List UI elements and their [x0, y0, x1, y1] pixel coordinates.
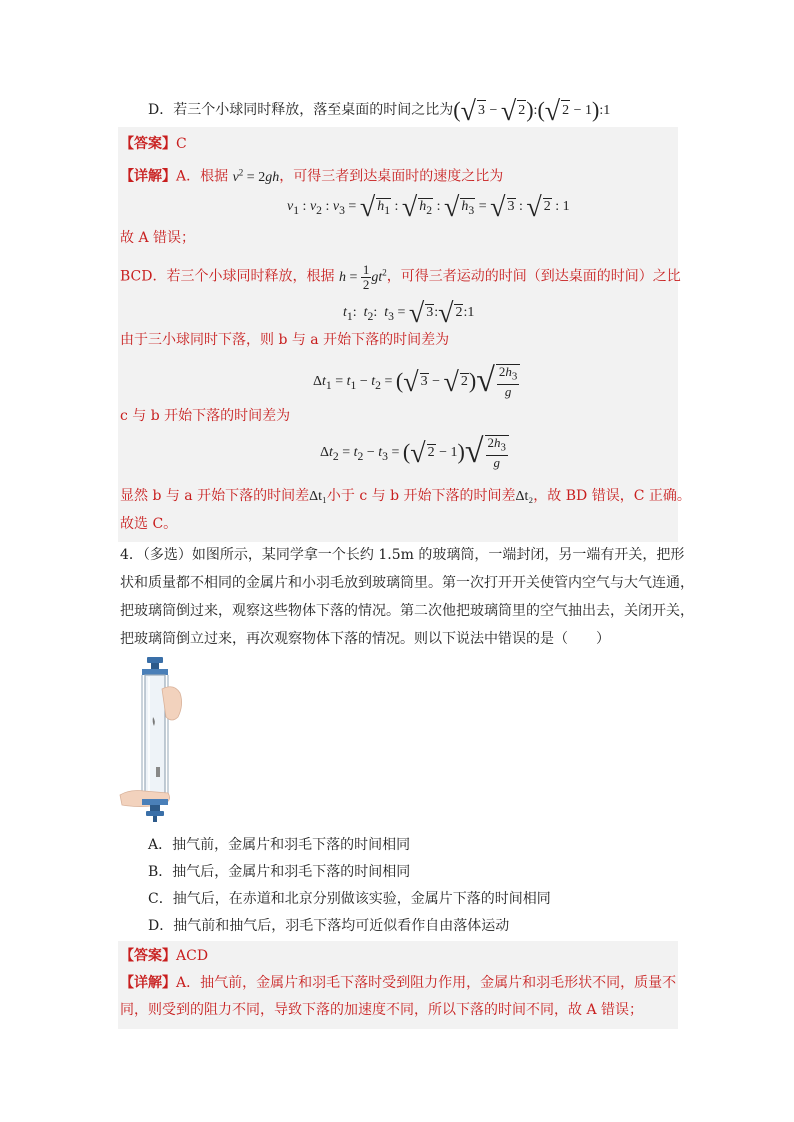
compare-dt1: Δt₁ [309, 489, 327, 504]
eq-speed-ratio: $v_1$ : $v_2$ : $v_3$ = √ $h_1$ : √ $h_2$ : √ $h_3$ = √ 3 : √ 2 : 1 [287, 192, 570, 223]
detail-1-a-conclusion: 故 A 错误； [120, 230, 196, 246]
diff-cb-text: c 与 b 开始下落的时间差为 [120, 408, 291, 424]
q4-line-3: 把玻璃筒倒过来，观察这些物体下落的情况。第二次他把玻璃筒里的空气抽出去，关闭开关， [120, 603, 694, 619]
formula-v2-2gh: $v^2 = 2gh$ [232, 167, 280, 185]
detail-1-bcd [120, 262, 681, 292]
compare-dt2: Δt₂ [515, 489, 534, 504]
q4-option-c: C．抽气后，在赤道和北京分别做该实验，金属片下落的时间相同 [148, 891, 551, 907]
diff-ab-text: 由于三小球同时下落，则 b 与 a 开始下落的时间差为 [120, 332, 450, 348]
glass-tube [145, 675, 165, 799]
compare-text [120, 486, 691, 507]
tube-top-valve [147, 657, 163, 663]
q4-option-d: D．抽气前和抽气后，羽毛下落均可近似看作自由落体运动 [148, 918, 510, 934]
detail-a-intro: A．根据 [176, 168, 229, 185]
answer-value: C [176, 136, 187, 152]
q4-option-a: A．抽气前，金属片和羽毛下落的时间相同 [148, 837, 411, 853]
detail-tag: 【详解】 [120, 168, 176, 185]
choose-c: 故选 C。 [120, 516, 178, 532]
detail-a-rest: ，可得三者到达桌面时的速度之比为 [279, 168, 504, 185]
detail-2-text-1: A．抽气前，金属片和羽毛下落时受到阻力作用，金属片和羽毛形状不同，质量不 [176, 975, 677, 991]
q4-line-2: 状和质量都不相同的金属片和小羽毛放到玻璃筒里。第一次打开开关使管内空气与大气连通， [120, 575, 694, 591]
bcd-rest: ，可得三者运动的时间（到达桌面的时间）之比 [386, 268, 681, 285]
answer-2 [120, 946, 208, 966]
answer-2-value: ACD [176, 948, 209, 964]
q4-option-b: B．抽气后，金属片和羽毛下落的时间相同 [148, 864, 411, 880]
compare-part-3: ，故 BD 错误，C 正确。 [533, 488, 691, 504]
detail-1-a [120, 162, 503, 188]
metal-piece [156, 767, 160, 777]
answer-2-tag: 【答案】 [120, 948, 176, 964]
formula-h-half-gt2: h = $\frac{1}{2}$ $gt^2$ [338, 261, 387, 292]
prev-option-d [148, 96, 611, 127]
answer-tag: 【答案】 [120, 136, 176, 152]
prev-option-d-ratio: (√ 3 − √ 2):(√ 2 − 1):1 [453, 96, 611, 127]
eq-delta-t1: $\Delta t_1 = t_1 - t_2$ = (√ 3 − √ 2)√ $\frac{2h_3}{g}$ [313, 362, 520, 400]
glass-tube-illustration [118, 655, 190, 827]
bcd-intro: BCD．若三个小球同时释放，根据 [120, 268, 335, 285]
answer-1 [120, 134, 187, 154]
prev-option-d-label: D．若三个小球同时释放，落至桌面的时间之比为 [148, 102, 454, 118]
tube-bottom-valve [146, 811, 164, 816]
q4-line-4: 把玻璃筒倒立过来，再次观察物体下落的情况。则以下说法中错误的是（ ） [120, 631, 610, 647]
q4-line-1: 4．（多选）如图所示，某同学拿一个长约 1.5m 的玻璃筒，一端封闭，另一端有开关，把形 [120, 547, 685, 563]
compare-part-1: 显然 b 与 a 开始下落的时间差 [120, 488, 310, 504]
eq-time-ratio: $t_1$: $t_2$: $t_3$ = √ 3:√ 2:1 [343, 298, 475, 329]
eq-delta-t2: $\Delta t_2 = t_2 - t_3$ = (√ 2 − 1)√ $\frac{2h_3}{g}$ [320, 433, 509, 471]
detail-2-line-2: 同，则受到的阻力不同，导致下落的加速度不同，所以下落的时间不同，故 A 错误； [120, 1002, 644, 1018]
compare-part-2: 小于 c 与 b 开始下落的时间差 [326, 488, 516, 504]
detail-2-line-1 [120, 973, 676, 993]
detail-2-tag: 【详解】 [120, 975, 176, 991]
